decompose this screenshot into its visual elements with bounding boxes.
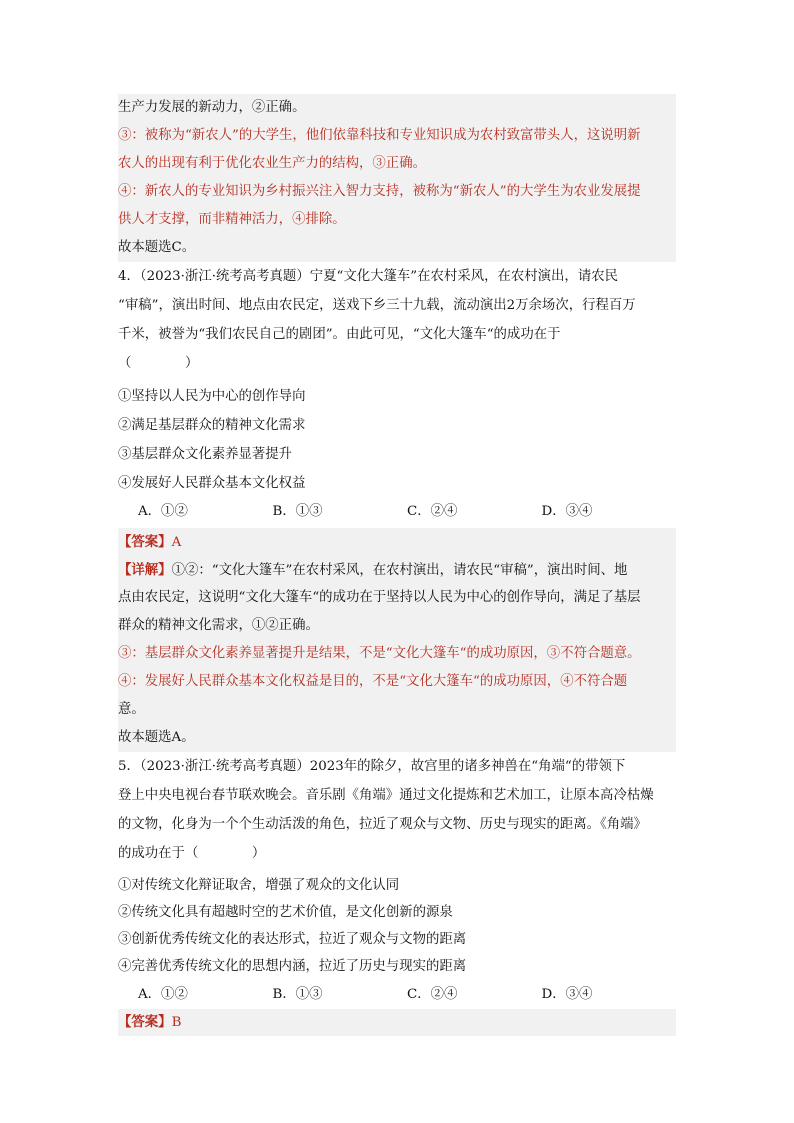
q5-stem-line: 登上中央电视台春节联欢晚会。音乐剧《角端》通过文化提炼和艺术加工，让原本高冷枯燥 <box>118 788 654 803</box>
q4-stem-line: “审稿”，演出时间、地点由农民定，送戏下乡三十九载，流动演出2万余场次，行程百万 <box>118 298 636 313</box>
option-b: B．①③ <box>272 987 323 1002</box>
detail-label: 【详解】 <box>118 562 172 578</box>
q4-detail-line: ④：发展好人民群众基本文化权益是目的，不是“文化大篷车“的成功原因，④不符合题 <box>118 668 676 696</box>
q4-conclusion: 故本题选A。 <box>118 724 676 752</box>
q5-answer <box>118 1009 676 1036</box>
q4-stem-line: 千米，被誉为“我们农民自己的剧团”。由此可见，“文化大篷车“的成功在于 <box>118 327 561 342</box>
document-page <box>118 94 676 1036</box>
option-a: A．①② <box>138 987 188 1002</box>
q4-item: ①坚持以人民为中心的创作导向 <box>118 389 306 404</box>
q4-item: ③基层群众文化素养显著提升 <box>118 447 293 462</box>
q4-answer <box>118 528 676 556</box>
option-d: D．③④ <box>541 987 593 1002</box>
q5-options <box>118 980 676 1009</box>
q5-stem-line: 5．（2023·浙江·统考高考真题）2023年的除夕，故宫里的诸多神兽在“角端“的带领下 <box>118 759 626 774</box>
answer-value: A <box>171 535 182 550</box>
q5-stem-line: 的成功在于（ ） <box>118 846 266 861</box>
q4-item: ④发展好人民群众基本文化权益 <box>118 476 306 491</box>
q4-detail-line <box>118 584 676 612</box>
q4-detail-line: 意。 <box>118 696 676 724</box>
q4-detail-line <box>118 556 676 584</box>
q5-item: ②传统文化具有超越时空的艺术价值，是文化创新的源泉 <box>118 905 453 920</box>
q3-line: ④：新农人的专业知识为乡村振兴注入智力支持，被称为“新农人”的大学生为农业发展提 <box>118 178 676 206</box>
option-b: B．①③ <box>272 504 323 519</box>
q4-stem-line: 4．（2023·浙江·统考高考真题）宁夏“文化大篷车”在农村采风，在农村演出，请农民 <box>118 269 618 284</box>
option-a: A．①② <box>138 504 188 519</box>
detail-text: ①②：“文化大篷车”在农村采风，在农村演出，请农民“审稿”，演出时间、地 <box>171 563 628 578</box>
q4-detail-line: 群众的精神文化需求，①②正确。 <box>118 612 676 640</box>
option-c: C．②④ <box>407 987 458 1002</box>
q5-item: ④完善优秀传统文化的思想内涵，拉近了历史与现实的距离 <box>118 959 467 974</box>
q3-explanation <box>118 94 676 262</box>
option-d: D．③④ <box>541 504 593 519</box>
q3-conclusion: 故本题选C。 <box>118 234 676 262</box>
answer-label: 【答案】 <box>118 534 172 550</box>
option-c: C．②④ <box>407 504 458 519</box>
question-4 <box>118 262 676 752</box>
q4-answer-blank: （ ） <box>118 356 199 371</box>
question-5 <box>118 752 676 1036</box>
answer-value: B <box>171 1015 182 1030</box>
q5-stem-line: 的文物，化身为一个个生动活泼的角色，拉近了观众与文物、历史与现实的距离。《角端》 <box>118 817 647 832</box>
q3-line: ③：被称为“新农人”的大学生，他们依靠科技和专业知识成为农村致富带头人，这说明新 <box>118 122 676 150</box>
answer-label: 【答案】 <box>118 1014 172 1030</box>
q4-options <box>118 498 676 526</box>
q3-line: 生产力发展的新动力，②正确。 <box>118 94 676 122</box>
q4-item: ②满足基层群众的精神文化需求 <box>118 418 306 433</box>
detail-text: 点由农民定，这说明“文化大篷车“的成功在于坚持以人民为中心的创作导向，满足了基层 <box>118 590 641 605</box>
q5-item: ③创新优秀传统文化的表达形式，拉近了观众与文物的距离 <box>118 932 467 947</box>
q3-line: 供人才支撑，而非精神活力，④排除。 <box>118 206 676 234</box>
q4-detail-line: ③：基层群众文化素养显著提升是结果，不是“文化大篷车“的成功原因，③不符合题意。 <box>118 640 676 668</box>
q3-line: 农人的出现有利于优化农业生产力的结构，③正确。 <box>118 150 676 178</box>
q5-item: ①对传统文化辩证取舍，增强了观众的文化认同 <box>118 878 400 893</box>
